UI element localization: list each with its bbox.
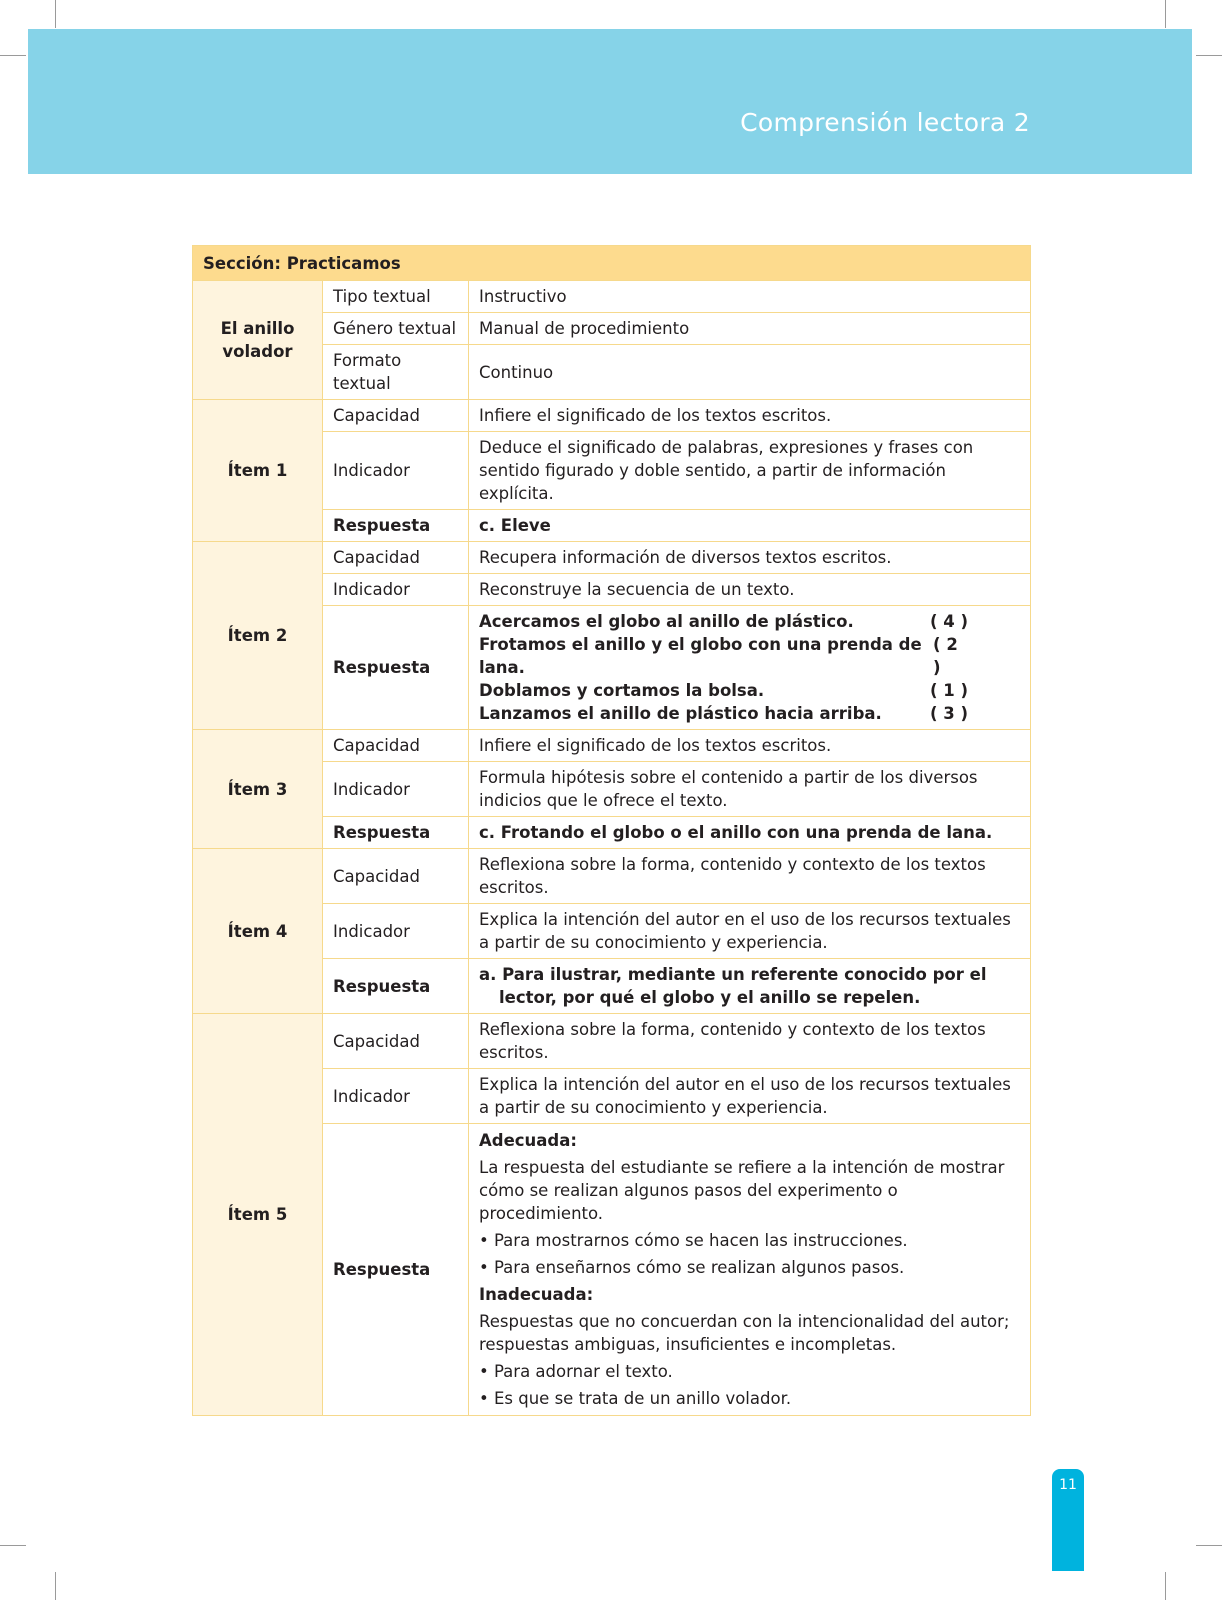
item-label: Ítem 5 — [193, 1014, 323, 1416]
field-label: Capacidad — [323, 542, 469, 574]
field-value: Continuo — [469, 345, 1031, 400]
adecuada-bullet: • Para enseñarnos cómo se realizan algunos pasos. — [479, 1258, 905, 1277]
field-label: Respuesta — [323, 606, 469, 730]
sequence-step: Lanzamos el anillo de plástico hacia arriba. — [479, 704, 882, 723]
field-label: Capacidad — [323, 1014, 469, 1069]
crop-mark — [1165, 1572, 1166, 1600]
sequence-line — [479, 679, 1020, 702]
item-label: Ítem 2 — [193, 542, 323, 730]
respuesta-value: c. Eleve — [469, 510, 1031, 542]
table-row — [193, 849, 1031, 904]
crop-mark — [1165, 0, 1166, 28]
capacidad-value: Reflexiona sobre la forma, contenido y contexto de los textos escritos. — [469, 1014, 1031, 1069]
field-label: Capacidad — [323, 849, 469, 904]
text-title-cell: El anillo volador — [193, 281, 323, 400]
capacidad-value: Reflexiona sobre la forma, contenido y contexto de los textos escritos. — [469, 849, 1031, 904]
table-row — [193, 1014, 1031, 1069]
sequence-order: ( 4 ) — [929, 612, 968, 631]
page-title: Comprensión lectora 2 — [740, 108, 1030, 137]
section-header: Sección: Practicamos — [193, 246, 1031, 281]
sequence-step: Doblamos y cortamos la bolsa. — [479, 681, 765, 700]
sequence-step: Frotamos el anillo y el globo con una prenda de lana. — [479, 635, 922, 677]
indicador-value: Deduce el significado de palabras, expresiones y frases con sentido figurado y doble sentido, a partir de información explícita. — [469, 432, 1031, 510]
field-label: Respuesta — [323, 510, 469, 542]
crop-mark — [0, 55, 26, 56]
capacidad-value: Infiere el significado de los textos escritos. — [469, 730, 1031, 762]
respuesta-value: c. Frotando el globo o el anillo con una prenda de lana. — [469, 817, 1031, 849]
inadecuada-title: Inadecuada: — [479, 1285, 594, 1304]
field-value: Manual de procedimiento — [469, 313, 1031, 345]
header-band — [28, 29, 1192, 174]
sequence-order: ( 3 ) — [929, 704, 968, 723]
table-row — [193, 246, 1031, 281]
sequence-line — [479, 633, 1020, 679]
inadecuada-text: Respuestas que no concuerdan con la intencionalidad del autor; respuestas ambiguas, insuficientes e incompletas. — [479, 1312, 1010, 1354]
table-row — [193, 730, 1031, 762]
capacidad-value: Recupera información de diversos textos escritos. — [469, 542, 1031, 574]
item-label: Ítem 4 — [193, 849, 323, 1014]
table-row — [193, 542, 1031, 574]
sequence-line — [479, 702, 1020, 725]
table-row — [193, 400, 1031, 432]
crop-mark — [1196, 1545, 1222, 1546]
respuesta-text: a. Para ilustrar, mediante un referente conocido por el lector, por qué el globo y el anillo se repelen. — [479, 965, 987, 1007]
field-label: Respuesta — [323, 1124, 469, 1416]
sequence-order: ( 2 ) — [933, 635, 958, 677]
crop-mark — [1196, 55, 1222, 56]
field-label: Indicador — [323, 1069, 469, 1124]
inadecuada-bullet: • Para adornar el texto. — [479, 1362, 673, 1381]
crop-mark — [0, 1545, 26, 1546]
crop-mark — [55, 1572, 56, 1600]
field-label: Género textual — [323, 313, 469, 345]
page-number: 11 — [1059, 1477, 1077, 1493]
respuesta-value — [469, 1124, 1031, 1416]
field-value: Instructivo — [469, 281, 1031, 313]
sequence-step: Acercamos el globo al anillo de plástico. — [479, 612, 854, 631]
respuesta-value — [469, 959, 1031, 1014]
indicador-value: Explica la intención del autor en el uso de los recursos textuales a partir de su conocimiento y experiencia. — [469, 904, 1031, 959]
field-label: Indicador — [323, 574, 469, 606]
adecuada-bullet: • Para mostrarnos cómo se hacen las instrucciones. — [479, 1231, 908, 1250]
field-label: Indicador — [323, 904, 469, 959]
indicador-value: Reconstruye la secuencia de un texto. — [469, 574, 1031, 606]
indicador-value: Formula hipótesis sobre el contenido a partir de los diversos indicios que le ofrece el texto. — [469, 762, 1031, 817]
respuesta-value — [469, 606, 1031, 730]
field-label: Capacidad — [323, 400, 469, 432]
field-label: Tipo textual — [323, 281, 469, 313]
adecuada-text: La respuesta del estudiante se refiere a la intención de mostrar cómo se realizan algunos pasos del experimento o procedimiento. — [479, 1158, 1005, 1223]
item-label: Ítem 3 — [193, 730, 323, 849]
crop-mark — [55, 0, 56, 28]
field-label: Respuesta — [323, 817, 469, 849]
inadecuada-bullet: • Es que se trata de un anillo volador. — [479, 1389, 792, 1408]
sequence-order: ( 1 ) — [929, 681, 968, 700]
sequence-line — [479, 610, 1020, 633]
field-label: Indicador — [323, 762, 469, 817]
capacidad-value: Infiere el significado de los textos escritos. — [469, 400, 1031, 432]
adecuada-title: Adecuada: — [479, 1131, 577, 1150]
answer-key-table — [192, 245, 1031, 1416]
table-row — [193, 281, 1031, 313]
field-label: Capacidad — [323, 730, 469, 762]
field-label: Indicador — [323, 432, 469, 510]
field-label: Respuesta — [323, 959, 469, 1014]
field-label: Formato textual — [323, 345, 469, 400]
indicador-value: Explica la intención del autor en el uso de los recursos textuales a partir de su conocimiento y experiencia. — [469, 1069, 1031, 1124]
item-label: Ítem 1 — [193, 400, 323, 542]
